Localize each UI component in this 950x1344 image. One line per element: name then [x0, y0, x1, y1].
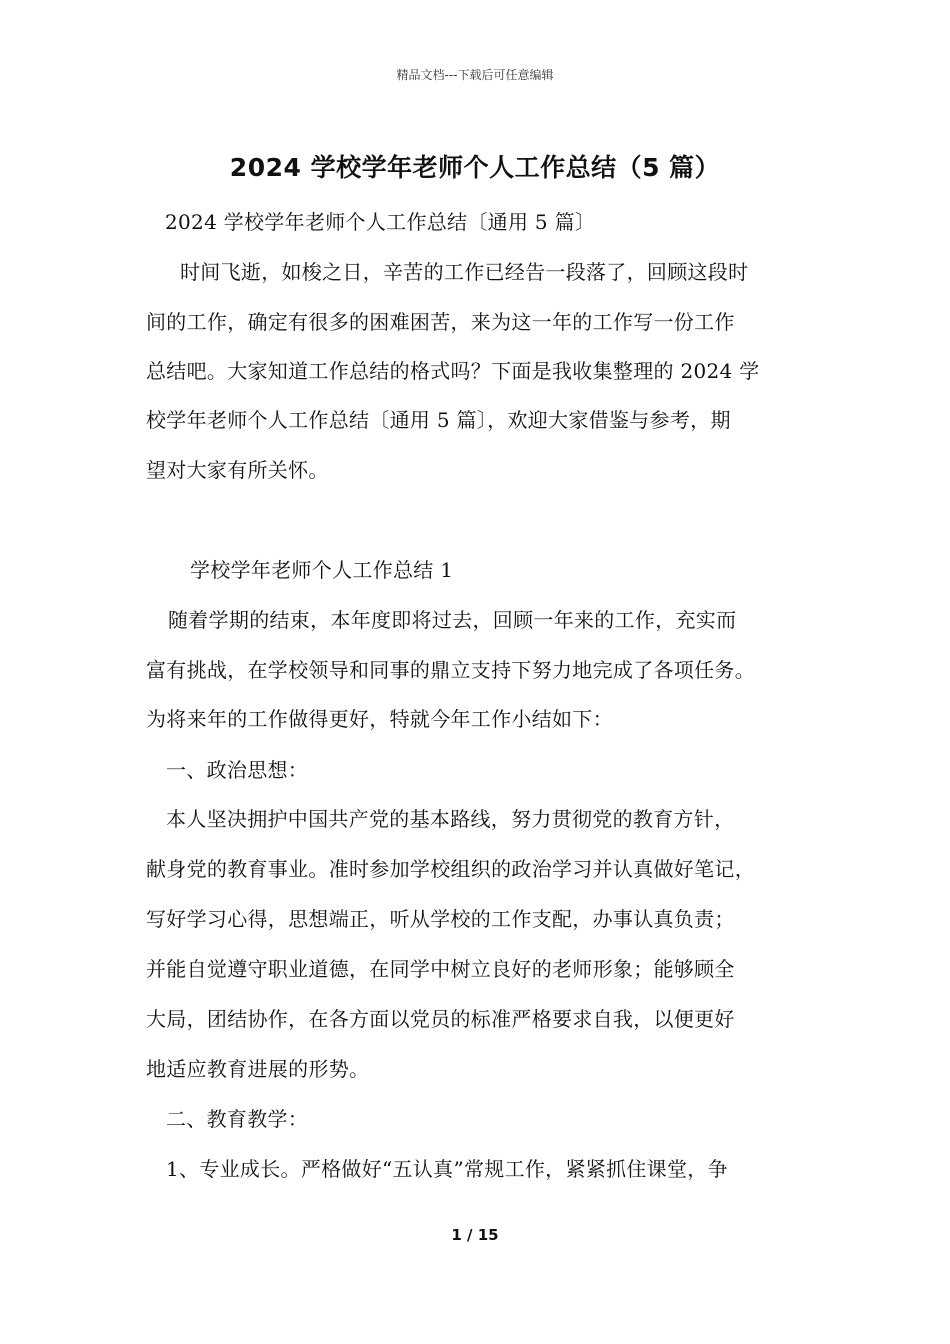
paragraph-line: 时间飞逝，如梭之日，辛苦的工作已经告一段落了，回顾这段时 — [180, 260, 749, 284]
paragraph-line: 随着学期的结束，本年度即将过去，回顾一年来的工作，充实而 — [168, 608, 737, 632]
subsection-heading: 一、政治思想： — [166, 758, 309, 782]
paragraph-line: 写好学习心得，思想端正，听从学校的工作支配，办事认真负责； — [146, 907, 735, 931]
paragraph-line: 并能自觉遵守职业道德，在同学中树立良好的老师形象；能够顾全 — [146, 957, 735, 981]
section-heading: 学校学年老师个人工作总结 1 — [190, 558, 454, 582]
paragraph-line: 校学年老师个人工作总结〔通用 5 篇〕，欢迎大家借鉴与参考，期 — [146, 408, 731, 432]
paragraph-line: 望对大家有所关怀。 — [146, 458, 329, 482]
paragraph-line: 总结吧。大家知道工作总结的格式吗？下面是我收集整理的 2024 学 — [146, 359, 760, 383]
paragraph-line: 本人坚决拥护中国共产党的基本路线，努力贯彻党的教育方针， — [166, 807, 735, 831]
header-note: 精品文档---下载后可任意编辑 — [396, 68, 554, 82]
subsection-heading: 二、教育教学： — [166, 1107, 309, 1131]
paragraph-line: 大局，团结协作，在各方面以党员的标准严格要求自我，以便更好 — [146, 1007, 735, 1031]
paragraph-line: 富有挑战，在学校领导和同事的鼎立支持下努力地完成了各项任务。 — [146, 658, 755, 682]
paragraph-line: 为将来年的工作做得更好，特就今年工作小结如下： — [146, 707, 613, 731]
page-number: 1 / 15 — [451, 1226, 499, 1244]
document-title: 2024 学校学年老师个人工作总结（5 篇） — [229, 153, 721, 182]
paragraph-line: 地适应教育进展的形势。 — [146, 1057, 370, 1081]
paragraph-line: 献身党的教育事业。准时参加学校组织的政治学习并认真做好笔记， — [146, 857, 755, 881]
paragraph-line: 间的工作，确定有很多的困难困苦，来为这一年的工作写一份工作 — [146, 310, 735, 334]
subtitle-line: 2024 学校学年老师个人工作总结〔通用 5 篇〕 — [165, 210, 596, 234]
paragraph-line: 1、专业成长。严格做好“五认真”常规工作，紧紧抓住课堂，争 — [166, 1157, 728, 1181]
